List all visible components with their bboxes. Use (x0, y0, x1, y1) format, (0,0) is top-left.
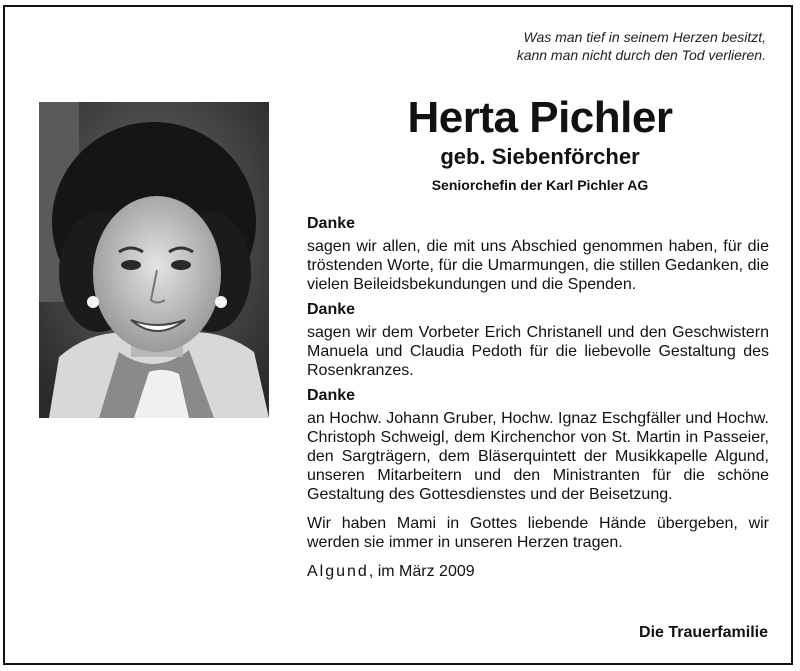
section-heading: Danke (307, 387, 356, 404)
maiden-name: geb. Siebenförcher (440, 144, 640, 169)
place-town: Algund (307, 563, 369, 580)
portrait-photo-icon (39, 102, 269, 418)
notice-body (307, 214, 769, 581)
memorial-quote (406, 28, 766, 64)
signature: Die Trauerfamilie (639, 624, 768, 641)
section-heading: Danke (307, 301, 356, 318)
closing-text: Wir haben Mami in Gottes liebende Hände übergeben, wir werden sie immer in unseren Herzen tragen. (307, 515, 769, 551)
section-text: sagen wir dem Vorbeter Erich Christanell und den Geschwistern Manuela und Claudia Pedoth für die liebevolle Gestaltung des Rosenkranzes. (307, 324, 769, 379)
place-date (307, 562, 769, 581)
quote-line-1: Was man tief in seinem Herzen besitzt, (523, 29, 766, 45)
section-text: an Hochw. Johann Gruber, Hochw. Ignaz Eschgfäller und Hochw. Christoph Schweigl, dem Kirchenchor von St. Martin in Passeier, den Sargträgern, dem Bläserquintett der Musikkapelle Algund, unseren Mitarbeitern und den Ministranten für die schöne Gestaltung des Gottesdienstes und der Beisetzung. (307, 410, 769, 503)
deceased-role: Seniorchefin der Karl Pichler AG (431, 177, 649, 193)
quote-line-2: kann man nicht durch den Tod verlieren. (516, 47, 766, 63)
section-text: sagen wir allen, die mit uns Abschied genommen haben, für die tröstenden Worte, für die Umarmungen, die stillen Gedanken, die vielen Beileidsbekundungen und die Spenden. (307, 238, 769, 293)
place-date-text: , im März 2009 (368, 563, 475, 580)
section-heading: Danke (307, 215, 356, 232)
portrait-photo (39, 102, 269, 418)
deceased-name: Herta Pichler (407, 93, 673, 142)
